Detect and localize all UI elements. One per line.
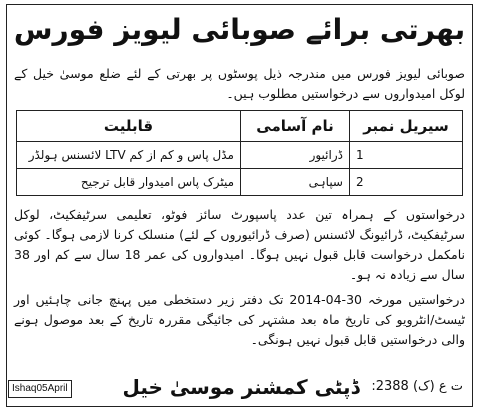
cell-qualification: مڈل پاس و کم از کم LTV لائسنس ہولڈر [17,142,241,169]
cell-qualification: میٹرک پاس امیدوار قابل ترجیح [17,169,241,196]
header-serial: سیریل نمبر [350,111,463,142]
cell-post: سپاہی [241,169,350,196]
reference-number: ت ع (ک) 2388: [371,379,463,394]
source-stamp: Ishaq05April [8,380,72,398]
issuer-name: ڈپٹی کمشنر موسیٰ خیل [122,375,360,399]
table-row [17,169,463,196]
intro-paragraph: صوبائی لیویز فورس میں مندرجہ ذیل پوسٹوں پر بھرتی کے لئے ضلع موسیٰ خیل کے لوکل امیدواروں سے درخواستیں مطلوب ہیں۔ [14,66,465,101]
cell-post: ڈرائیور [241,142,350,169]
header-post: نام آسامی [241,111,350,142]
table-header-row [17,111,463,142]
footer [6,370,473,404]
documents-paragraph: درخواستوں کے ہمراہ تین عدد پاسپورٹ سائز فوٹو، تعلیمی سرٹیفکیٹ، لوکل سرٹیفکیٹ، ڈرائیونگ لائسنس (صرف ڈرائیوروں کے لئے) منسلک کرنا لازمی ہوگا۔ کوئی نامکمل درخواست قابل قبول نہیں ہوگا۔ امیدواروں کی عمر 18 سال سے کم اور 38 سال سے زیادہ نہ ہو۔ [14,207,465,282]
header-qualification: قابلیت [17,111,241,142]
ad-headline: بھرتی برائے صوبائی لیویز فورس [13,13,466,46]
table-row [17,142,463,169]
posts-table [16,110,463,196]
cell-serial: 1 [350,142,463,169]
cell-serial: 2 [350,169,463,196]
deadline-paragraph: درخواستیں مورخہ 30-04-2014 تک دفتر زیر دستخطی میں پہنچ جانی چاہئیں اور ٹیسٹ/انٹرویو کی تاریخ ماہ بعد مشتہر کی جائیگی مقررہ تاریخ کے بعد موصول ہونے والی درخواستیں قابل قبول نہیں ہونگی۔ [14,292,465,347]
